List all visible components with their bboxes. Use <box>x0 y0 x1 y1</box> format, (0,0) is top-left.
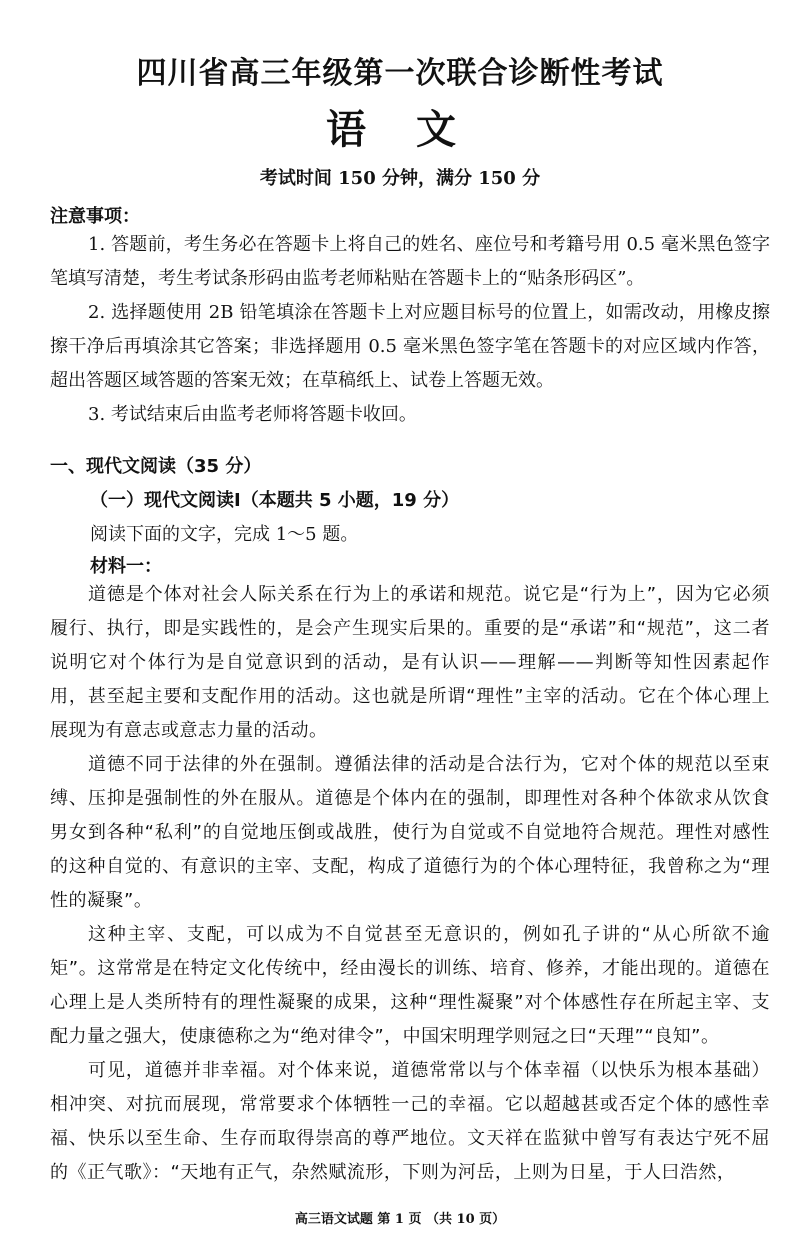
notice-item: 3. 考试结束后由监考老师将答题卡收回。 <box>88 404 417 425</box>
notice-list <box>50 228 770 432</box>
notice-item: 2. 选择题使用 2B 铅笔填涂在答题卡上对应题目标号的位置上，如需改动，用橡皮擦擦干净后再填涂其它答案；非选择题用 0.5 毫米黑色签字笔在答题卡的对应区域内作答，超出答题区域答题的答案无效；在草稿纸上、试卷上答题无效。 <box>50 302 770 391</box>
exam-title: 四川省高三年级第一次联合诊断性考试 <box>136 56 664 91</box>
exam-time-info: 考试时间 150 分钟，满分 150 分 <box>259 168 541 189</box>
passage-paragraph: 道德是个体对社会人际关系在行为上的承诺和规范。说它是“行为上”，因为它必须履行、执行，即是实践性的，是会产生现实后果的。重要的是“承诺”和“规范”，这二者说明它对个体行为是自觉意识到的活动，是有认识——理解——判断等知性因素起作用，甚至起主要和支配作用的活动。这也就是所谓“理性”主宰的活动。它在个体心理上展现为有意志或意志力量的活动。 <box>50 584 770 741</box>
notice-item: 1. 答题前，考生务必在答题卡上将自己的姓名、座位号和考籍号用 0.5 毫米黑色签字笔填写清楚，考生考试条形码由监考老师粘贴在答题卡上的“贴条形码区”。 <box>50 234 770 289</box>
subsection-heading: （一）现代文阅读Ⅰ（本题共 5 小题，19 分） <box>90 490 460 511</box>
passage-paragraph: 这种主宰、支配，可以成为不自觉甚至无意识的，例如孔子讲的“从心所欲不逾矩”。这常常是在特定文化传统中，经由漫长的训练、培育、修养，才能出现的。道德在心理上是人类所特有的理性凝聚的成果，这种“理性凝聚”对个体感性存在所起主宰、支配力量之强大，使康德称之为“绝对律令”，中国宋明理学则冠之曰“天理”“良知”。 <box>50 924 770 1047</box>
reading-instruction: 阅读下面的文字，完成 1～5 题。 <box>90 524 359 545</box>
passage-paragraph: 道德不同于法律的外在强制。遵循法律的活动是合法行为，它对个体的规范以至束缚、压抑是强制性的外在服从。道德是个体内在的强制，即理性对各种个体欲求从饮食男女到各种“私利”的自觉地压倒或战胜，使行为自觉或不自觉地符合规范。理性对感性的这种自觉的、有意识的主宰、支配，构成了道德行为的个体心理特征，我曾称之为“理性的凝聚”。 <box>50 754 770 911</box>
material-label: 材料一： <box>90 556 162 577</box>
notice-heading: 注意事项： <box>50 206 140 227</box>
passage-paragraph: 可见，道德并非幸福。对个体来说，道德常常以与个体幸福（以快乐为根本基础）相冲突、对抗而展现，常常要求个体牺牲一己的幸福。它以超越甚或否定个体的感性幸福、快乐以至生命、生存而取得崇高的尊严地位。文天祥在监狱中曾写有表达宁死不屈的《正气歌》：“天地有正气，杂然赋流形，下则为河岳，上则为日星，于人曰浩然， <box>50 1060 770 1183</box>
subject-title: 语 文 <box>326 107 474 153</box>
page-footer: 高三语文试题 第 1 页 （共 10 页） <box>294 1212 506 1227</box>
section-heading: 一、现代文阅读（35 分） <box>50 456 262 477</box>
